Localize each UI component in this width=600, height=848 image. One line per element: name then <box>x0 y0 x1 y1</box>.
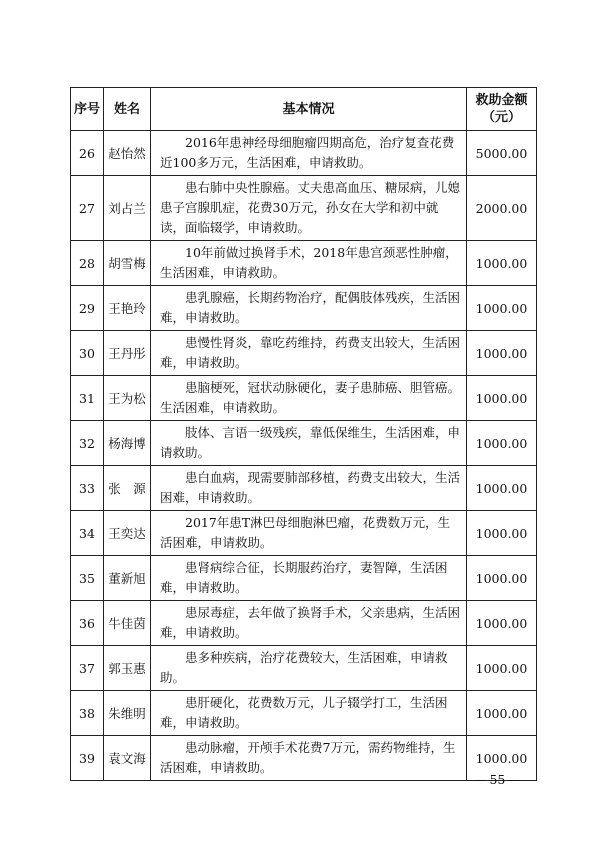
table-row <box>71 511 537 556</box>
row-name: 赵怡然 <box>104 131 151 176</box>
table-row <box>71 376 537 421</box>
row-number: 31 <box>71 376 104 421</box>
row-number: 39 <box>71 736 104 781</box>
row-name: 刘占兰 <box>104 176 151 241</box>
row-number: 33 <box>71 466 104 511</box>
header-name: 姓名 <box>104 88 151 131</box>
row-description: 10年前做过换肾手术，2018年患宫颈恶性肿瘤，生活困难，申请救助。 <box>151 241 467 286</box>
table-row <box>71 646 537 691</box>
row-name: 杨海博 <box>104 421 151 466</box>
row-amount: 1000.00 <box>467 241 537 286</box>
row-name: 王丹彤 <box>104 331 151 376</box>
row-description: 肢体、言语一级残疾，靠低保维生，生活困难，申请救助。 <box>151 421 467 466</box>
table-row <box>71 601 537 646</box>
table-row <box>71 286 537 331</box>
table-row <box>71 421 537 466</box>
row-name: 张 源 <box>104 466 151 511</box>
row-amount: 1000.00 <box>467 646 537 691</box>
row-amount: 1000.00 <box>467 691 537 736</box>
row-number: 30 <box>71 331 104 376</box>
row-amount: 1000.00 <box>467 556 537 601</box>
table-row <box>71 131 537 176</box>
row-amount: 1000.00 <box>467 601 537 646</box>
row-description: 2016年患神经母细胞瘤四期高危，治疗复查花费近100多万元，生活困难，申请救助。 <box>151 131 467 176</box>
row-description: 2017年患T淋巴母细胞淋巴瘤，花费数万元，生活困难，申请救助。 <box>151 511 467 556</box>
table-row <box>71 691 537 736</box>
row-name: 袁文海 <box>104 736 151 781</box>
row-amount: 1000.00 <box>467 511 537 556</box>
row-description: 患脑梗死，冠状动脉硬化，妻子患肺癌、胆管癌。生活困难，申请救助。 <box>151 376 467 421</box>
table-row <box>71 736 537 781</box>
row-name: 王为松 <box>104 376 151 421</box>
row-name: 胡雪梅 <box>104 241 151 286</box>
table-row <box>71 556 537 601</box>
table-row <box>71 241 537 286</box>
row-description: 患肾病综合征，长期服药治疗，妻智障，生活困难，申请救助。 <box>151 556 467 601</box>
relief-table <box>70 87 537 781</box>
row-description: 患多种疾病，治疗花费较大，生活困难，申请救助。 <box>151 646 467 691</box>
row-description: 患慢性肾炎，靠吃药维持，药费支出较大，生活困难，申请救助。 <box>151 331 467 376</box>
row-description: 患右肺中央性腺癌。丈夫患高血压、糖尿病，儿媳患子宫腺肌症，花费30万元，孙女在大学和初中就读，面临辍学，申请救助。 <box>151 176 467 241</box>
row-description: 患动脉瘤，开颅手术花费7万元，需药物维持，生活困难，申请救助。 <box>151 736 467 781</box>
row-description: 患尿毒症，去年做了换肾手术，父亲患病，生活困难，申请救助。 <box>151 601 467 646</box>
table-header-row <box>71 88 537 131</box>
table-row <box>71 176 537 241</box>
row-name: 朱维明 <box>104 691 151 736</box>
row-amount: 1000.00 <box>467 736 537 781</box>
row-number: 38 <box>71 691 104 736</box>
header-description: 基本情况 <box>151 88 467 131</box>
row-number: 35 <box>71 556 104 601</box>
row-amount: 1000.00 <box>467 331 537 376</box>
row-number: 34 <box>71 511 104 556</box>
row-name: 牛佳茵 <box>104 601 151 646</box>
row-number: 29 <box>71 286 104 331</box>
row-description: 患白血病，现需要肺部移植，药费支出较大，生活困难，申请救助。 <box>151 466 467 511</box>
row-number: 37 <box>71 646 104 691</box>
row-number: 26 <box>71 131 104 176</box>
header-number: 序号 <box>71 88 104 131</box>
row-number: 28 <box>71 241 104 286</box>
row-amount: 1000.00 <box>467 466 537 511</box>
row-number: 27 <box>71 176 104 241</box>
row-amount: 5000.00 <box>467 131 537 176</box>
row-description: 患乳腺癌，长期药物治疗，配偶肢体残疾，生活困难，申请救助。 <box>151 286 467 331</box>
row-name: 王奕达 <box>104 511 151 556</box>
row-description: 患肝硬化，花费数万元，儿子辍学打工，生活困难，申请救助。 <box>151 691 467 736</box>
page-number: — 55 — <box>473 772 522 787</box>
row-amount: 1000.00 <box>467 421 537 466</box>
row-name: 郭玉惠 <box>104 646 151 691</box>
row-amount: 2000.00 <box>467 176 537 241</box>
header-amount: 救助金额（元） <box>467 88 537 131</box>
row-number: 32 <box>71 421 104 466</box>
row-name: 董新旭 <box>104 556 151 601</box>
row-name: 王艳玲 <box>104 286 151 331</box>
row-amount: 1000.00 <box>467 376 537 421</box>
table-row <box>71 466 537 511</box>
table-row <box>71 331 537 376</box>
row-number: 36 <box>71 601 104 646</box>
row-amount: 1000.00 <box>467 286 537 331</box>
